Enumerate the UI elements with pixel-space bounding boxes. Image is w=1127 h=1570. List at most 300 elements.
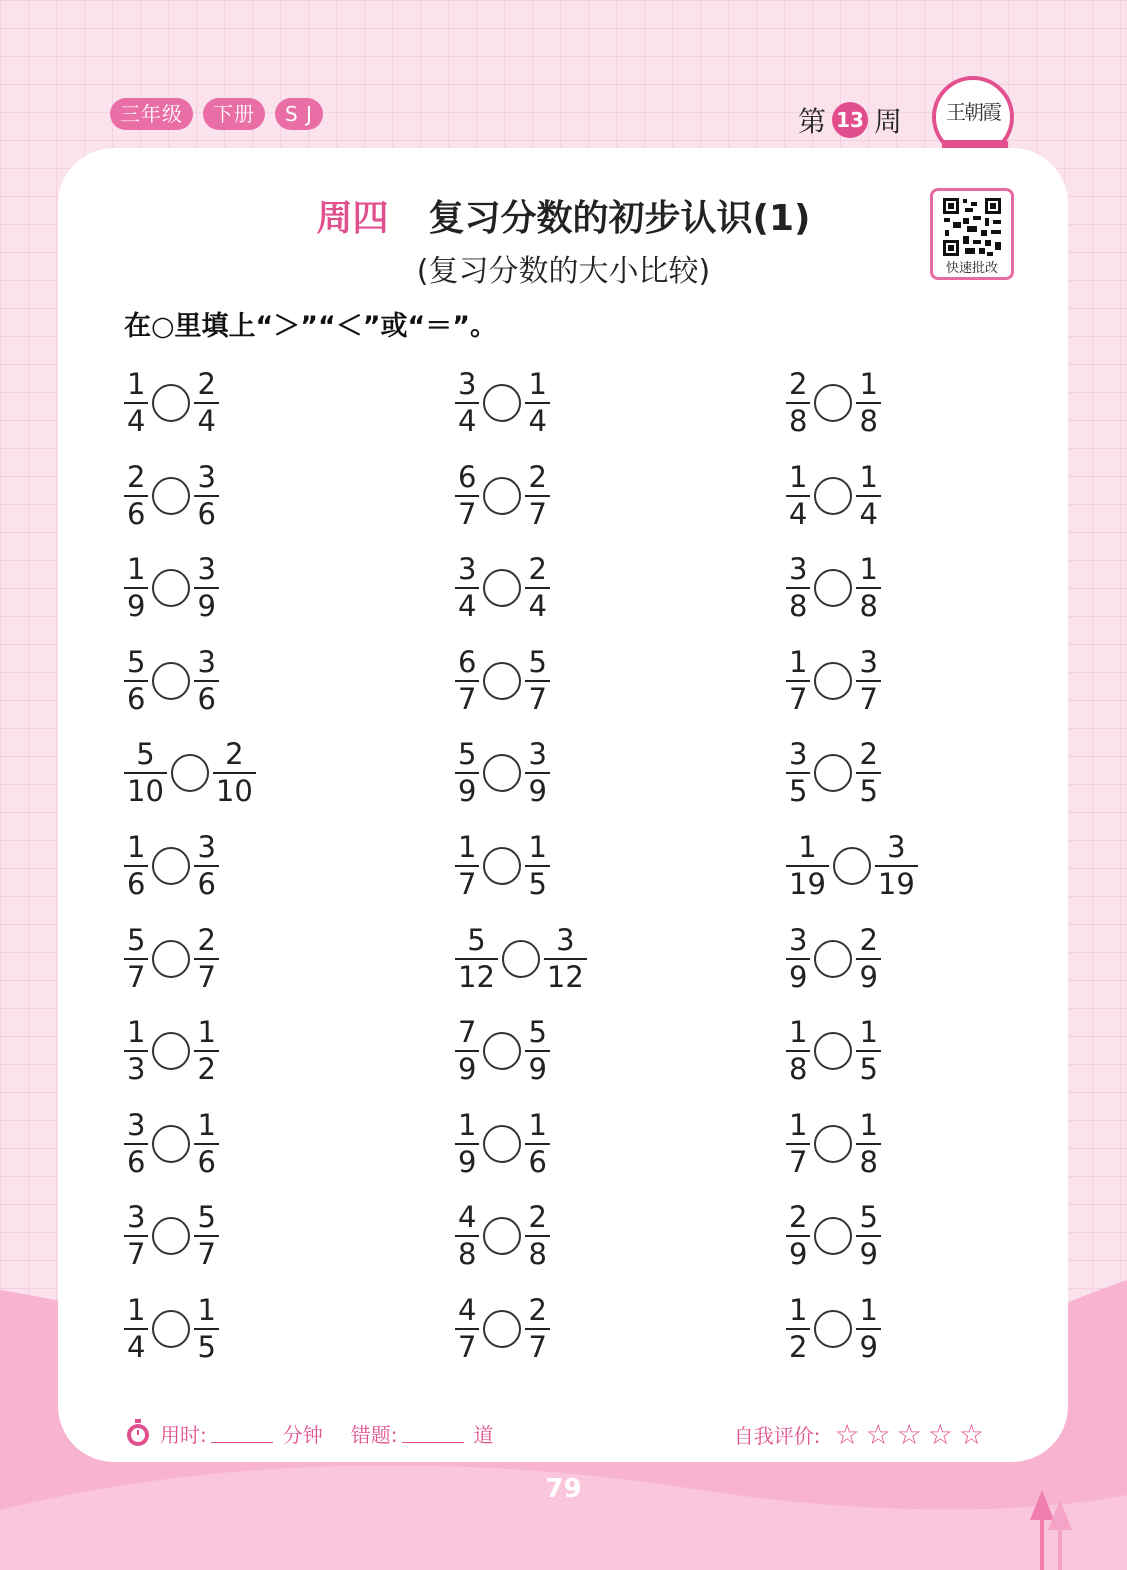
grade-tag: 三年级: [110, 98, 193, 130]
footer-left: [124, 1418, 494, 1448]
numerator: 1: [798, 829, 817, 864]
time-unit: 分钟: [282, 1422, 323, 1447]
right-fraction: [194, 1015, 218, 1087]
left-fraction: [786, 459, 810, 531]
answer-circle[interactable]: [833, 847, 871, 885]
denominator: 7: [525, 1328, 549, 1362]
numerator: 1: [789, 459, 808, 494]
numerator: 4: [458, 1292, 477, 1327]
comparison-problem: [786, 831, 974, 901]
numerator: 2: [859, 737, 878, 772]
numerator: 3: [887, 829, 906, 864]
comparison-problem: [455, 738, 786, 808]
left-fraction: [455, 1015, 479, 1087]
numerator: 3: [458, 552, 477, 587]
denominator: 7: [455, 865, 479, 899]
right-fraction: [525, 552, 549, 624]
answer-circle[interactable]: [483, 1310, 521, 1348]
numerator: 2: [197, 922, 216, 957]
comparison-problem: [124, 553, 455, 623]
qr-label: 快速批改: [945, 261, 998, 276]
comparison-problem: [786, 461, 974, 531]
comparison-problem: [786, 738, 974, 808]
numerator: 1: [528, 829, 547, 864]
comparison-problem: [124, 831, 455, 901]
comparison-problem: [786, 1294, 974, 1364]
comparison-problem: [455, 924, 786, 994]
comparison-problem: [455, 368, 786, 438]
right-fraction: [194, 552, 218, 624]
week-prefix: 第: [798, 105, 827, 138]
answer-circle[interactable]: [483, 847, 521, 885]
denominator: 6: [194, 495, 218, 529]
seal-text: 王朝霞: [946, 100, 1000, 124]
rating-star-2[interactable]: ☆: [865, 1418, 891, 1451]
answer-circle[interactable]: [814, 1125, 852, 1163]
answer-circle[interactable]: [483, 384, 521, 422]
denominator: 8: [856, 1143, 880, 1177]
denominator: 6: [194, 1143, 218, 1177]
right-fraction: [194, 922, 218, 994]
left-fraction: [455, 922, 498, 994]
numerator: 3: [859, 644, 878, 679]
denominator: 5: [786, 772, 810, 806]
numerator: 3: [789, 552, 808, 587]
right-fraction: [856, 644, 880, 716]
comparison-problem: [124, 738, 455, 808]
right-fraction: [525, 1200, 549, 1272]
numerator: 5: [127, 922, 146, 957]
answer-circle[interactable]: [483, 1032, 521, 1070]
denominator: 7: [525, 495, 549, 529]
left-fraction: [786, 737, 810, 809]
right-fraction: [525, 829, 549, 901]
denominator: 12: [544, 958, 587, 992]
numerator: 5: [467, 922, 486, 957]
numerator: 1: [458, 829, 477, 864]
answer-circle[interactable]: [152, 569, 190, 607]
left-fraction: [455, 1292, 479, 1364]
day-label: 周四: [316, 198, 389, 239]
answer-circle[interactable]: [152, 662, 190, 700]
denominator: 9: [786, 1235, 810, 1269]
answer-circle[interactable]: [814, 1217, 852, 1255]
comparison-problem: [124, 461, 455, 531]
right-fraction: [525, 737, 549, 809]
left-fraction: [124, 552, 148, 624]
page-number: 79: [545, 1474, 582, 1504]
comparison-problem: [786, 1109, 974, 1179]
numerator: 4: [458, 1200, 477, 1235]
left-fraction: [786, 1292, 810, 1364]
left-fraction: [124, 737, 167, 809]
denominator: 8: [856, 587, 880, 621]
numerator: 1: [859, 1015, 878, 1050]
denominator: 7: [786, 680, 810, 714]
left-fraction: [786, 644, 810, 716]
denominator: 7: [525, 680, 549, 714]
left-fraction: [124, 459, 148, 531]
qr-code-icon: [941, 196, 1003, 258]
left-fraction: [786, 367, 810, 438]
denominator: 9: [124, 587, 148, 621]
left-fraction: [455, 644, 479, 716]
answer-circle[interactable]: [483, 1125, 521, 1163]
denominator: 6: [124, 865, 148, 899]
numerator: 1: [859, 552, 878, 587]
numerator: 5: [458, 737, 477, 772]
numerator: 5: [859, 1200, 878, 1235]
denominator: 7: [124, 1235, 148, 1269]
numerator: 6: [458, 644, 477, 679]
denominator: 19: [786, 865, 829, 899]
answer-circle[interactable]: [814, 754, 852, 792]
numerator: 3: [197, 552, 216, 587]
comparison-problem: [786, 646, 974, 716]
numerator: 1: [859, 459, 878, 494]
left-fraction: [124, 644, 148, 716]
left-fraction: [455, 1200, 479, 1272]
left-fraction: [455, 829, 479, 901]
left-fraction: [455, 1107, 479, 1179]
answer-circle[interactable]: [152, 477, 190, 515]
comparison-problem: [455, 1294, 786, 1364]
numerator: 1: [197, 1015, 216, 1050]
left-fraction: [124, 829, 148, 901]
denominator: 10: [124, 772, 167, 806]
right-fraction: [856, 552, 880, 624]
right-fraction: [525, 367, 549, 438]
denominator: 9: [786, 958, 810, 992]
arrow-decoration-icon: [1028, 1490, 1078, 1570]
rating-star-1[interactable]: ☆: [834, 1418, 860, 1451]
right-fraction: [525, 1015, 549, 1087]
denominator: 4: [455, 587, 479, 621]
comparison-problem: [455, 1109, 786, 1179]
denominator: 9: [194, 587, 218, 621]
answer-circle[interactable]: [152, 1217, 190, 1255]
denominator: 4: [525, 587, 549, 621]
right-fraction: [856, 1200, 880, 1272]
right-fraction: [194, 459, 218, 531]
comparison-problem: [455, 1016, 786, 1086]
numerator: 3: [458, 367, 477, 401]
numerator: 1: [789, 1292, 808, 1327]
left-fraction: [786, 922, 810, 994]
denominator: 4: [856, 495, 880, 529]
answer-circle[interactable]: [814, 569, 852, 607]
denominator: 8: [525, 1235, 549, 1269]
left-fraction: [455, 367, 479, 438]
denominator: 9: [856, 1235, 880, 1269]
denominator: 6: [124, 1143, 148, 1177]
numerator: 2: [789, 1200, 808, 1235]
numerator: 2: [789, 367, 808, 401]
numerator: 2: [127, 459, 146, 494]
denominator: 8: [856, 402, 880, 436]
errors-blank[interactable]: [402, 1424, 464, 1443]
comparison-problem: [124, 1201, 455, 1271]
denominator: 9: [525, 772, 549, 806]
left-fraction: [455, 459, 479, 531]
time-blank[interactable]: [211, 1424, 273, 1443]
answer-circle[interactable]: [152, 940, 190, 978]
answer-circle[interactable]: [483, 477, 521, 515]
answer-circle[interactable]: [814, 384, 852, 422]
grade-tags: [110, 98, 323, 130]
right-fraction: [856, 367, 880, 438]
left-fraction: [786, 1107, 810, 1179]
numerator: 3: [789, 922, 808, 957]
denominator: 5: [856, 772, 880, 806]
left-fraction: [124, 1107, 148, 1179]
week-indicator: [798, 100, 902, 140]
denominator: 7: [856, 680, 880, 714]
answer-circle[interactable]: [483, 1217, 521, 1255]
comparison-problem: [455, 1201, 786, 1271]
comparison-problem: [455, 646, 786, 716]
comparison-problem: [455, 831, 786, 901]
denominator: 8: [786, 402, 810, 436]
numerator: 3: [197, 644, 216, 679]
left-fraction: [786, 1200, 810, 1272]
right-fraction: [544, 922, 587, 994]
page-subtitle: (复习分数的大小比较): [416, 254, 711, 289]
denominator: 3: [124, 1050, 148, 1084]
answer-circle[interactable]: [152, 384, 190, 422]
right-fraction: [194, 644, 218, 716]
denominator: 6: [194, 680, 218, 714]
comparison-problem: [786, 368, 974, 438]
brand-seal-logo: [932, 76, 1014, 158]
left-fraction: [786, 552, 810, 624]
comparison-problem: [124, 1294, 455, 1364]
numerator: 3: [556, 922, 575, 957]
denominator: 8: [786, 1050, 810, 1084]
numerator: 1: [789, 644, 808, 679]
numerator: 1: [528, 1107, 547, 1142]
numerator: 3: [789, 737, 808, 772]
numerator: 1: [127, 552, 146, 587]
comparison-problem: [124, 1016, 455, 1086]
numerator: 2: [528, 1292, 547, 1327]
volume-tag: 下册: [203, 98, 265, 130]
denominator: 6: [194, 865, 218, 899]
answer-circle[interactable]: [152, 847, 190, 885]
denominator: 7: [194, 1235, 218, 1269]
right-fraction: [194, 1107, 218, 1179]
footer-right: [734, 1418, 984, 1451]
numerator: 1: [127, 367, 146, 401]
numerator: 2: [528, 459, 547, 494]
denominator: 2: [786, 1328, 810, 1362]
numerator: 2: [225, 737, 244, 772]
right-fraction: [856, 1292, 880, 1364]
numerator: 1: [789, 1107, 808, 1142]
denominator: 12: [455, 958, 498, 992]
right-fraction: [525, 1292, 549, 1364]
numerator: 7: [458, 1015, 477, 1050]
right-fraction: [194, 1292, 218, 1364]
left-fraction: [786, 1015, 810, 1087]
answer-circle[interactable]: [814, 1032, 852, 1070]
denominator: 9: [455, 772, 479, 806]
denominator: 9: [525, 1050, 549, 1084]
time-label: 用时:: [160, 1422, 207, 1447]
week-suffix: 周: [874, 105, 903, 138]
title-main: 复习分数的初步认识(1): [428, 198, 811, 239]
denominator: 9: [856, 958, 880, 992]
denominator: 4: [194, 402, 218, 436]
denominator: 7: [786, 1143, 810, 1177]
numerator: 3: [528, 737, 547, 772]
denominator: 4: [525, 402, 549, 436]
left-fraction: [124, 367, 148, 438]
numerator: 5: [528, 1015, 547, 1050]
answer-circle[interactable]: [483, 569, 521, 607]
comparison-problem: [786, 924, 974, 994]
left-fraction: [455, 552, 479, 624]
comparison-problem: [455, 553, 786, 623]
numerator: 1: [127, 1015, 146, 1050]
numerator: 3: [127, 1107, 146, 1142]
denominator: 9: [455, 1050, 479, 1084]
answer-circle[interactable]: [483, 754, 521, 792]
right-fraction: [856, 737, 880, 809]
numerator: 1: [127, 1292, 146, 1327]
numerator: 2: [528, 1200, 547, 1235]
numerator: 3: [127, 1200, 146, 1235]
right-fraction: [856, 922, 880, 994]
numerator: 1: [859, 367, 878, 401]
week-number: 13: [832, 102, 868, 138]
left-fraction: [124, 1200, 148, 1272]
answer-circle[interactable]: [152, 1032, 190, 1070]
comparison-problem: [786, 1201, 974, 1271]
answer-circle[interactable]: [502, 940, 540, 978]
rating-star-5[interactable]: ☆: [958, 1418, 984, 1451]
numerator: 5: [197, 1200, 216, 1235]
left-fraction: [124, 922, 148, 994]
left-fraction: [786, 829, 829, 901]
numerator: 5: [127, 644, 146, 679]
qr-code[interactable]: [930, 188, 1014, 280]
numerator: 1: [127, 829, 146, 864]
denominator: 7: [124, 958, 148, 992]
numerator: 2: [197, 367, 216, 401]
comparison-problem: [124, 1109, 455, 1179]
answer-circle[interactable]: [483, 662, 521, 700]
right-fraction: [194, 1200, 218, 1272]
errors-label: 错题:: [350, 1422, 398, 1447]
self-eval-label: 自我评价:: [733, 1424, 821, 1448]
numerator: 5: [528, 644, 547, 679]
denominator: 6: [525, 1143, 549, 1177]
denominator: 4: [124, 1328, 148, 1362]
instruction: 在○里填上“＞”“＜”或“＝”。: [124, 311, 498, 342]
numerator: 3: [197, 459, 216, 494]
numerator: 1: [197, 1107, 216, 1142]
denominator: 10: [213, 772, 256, 806]
denominator: 5: [525, 865, 549, 899]
right-fraction: [525, 1107, 549, 1179]
numerator: 1: [458, 1107, 477, 1142]
right-fraction: [194, 367, 218, 438]
denominator: 6: [124, 680, 148, 714]
numerator: 2: [528, 552, 547, 587]
edition-tag: S J: [275, 98, 323, 130]
comparison-problem: [786, 553, 974, 623]
denominator: 8: [786, 587, 810, 621]
numerator: 1: [197, 1292, 216, 1327]
right-fraction: [856, 1107, 880, 1179]
denominator: 7: [194, 958, 218, 992]
comparison-problem: [124, 368, 455, 438]
left-fraction: [124, 1015, 148, 1087]
denominator: 9: [856, 1328, 880, 1362]
right-fraction: [525, 459, 549, 531]
comparison-problem: [124, 924, 455, 994]
stopwatch-icon: [124, 1418, 152, 1448]
numerator: 6: [458, 459, 477, 494]
right-fraction: [194, 829, 218, 901]
denominator: 4: [124, 402, 148, 436]
right-fraction: [213, 737, 256, 809]
denominator: 7: [455, 680, 479, 714]
answer-circle[interactable]: [814, 940, 852, 978]
denominator: 19: [875, 865, 918, 899]
answer-circle[interactable]: [171, 754, 209, 792]
denominator: 4: [455, 402, 479, 436]
numerator: 2: [859, 922, 878, 957]
rating-star-4[interactable]: ☆: [927, 1418, 953, 1451]
comparison-problem: [455, 461, 786, 531]
numerator: 1: [859, 1292, 878, 1327]
numerator: 1: [789, 1015, 808, 1050]
denominator: 4: [786, 495, 810, 529]
comparison-problem: [124, 646, 455, 716]
numerator: 1: [528, 367, 547, 401]
numerator: 1: [859, 1107, 878, 1142]
problem-grid: [124, 368, 974, 1387]
answer-circle[interactable]: [814, 477, 852, 515]
right-fraction: [856, 459, 880, 531]
denominator: 5: [856, 1050, 880, 1084]
numerator: 3: [197, 829, 216, 864]
comparison-problem: [786, 1016, 974, 1086]
left-fraction: [455, 737, 479, 809]
denominator: 6: [124, 495, 148, 529]
right-fraction: [875, 829, 918, 901]
numerator: 5: [136, 737, 155, 772]
denominator: 7: [455, 1328, 479, 1362]
denominator: 8: [455, 1235, 479, 1269]
denominator: 5: [194, 1328, 218, 1362]
right-fraction: [525, 644, 549, 716]
denominator: 7: [455, 495, 479, 529]
footer: [124, 1418, 984, 1452]
answer-circle[interactable]: [152, 1310, 190, 1348]
answer-circle[interactable]: [814, 662, 852, 700]
denominator: 9: [455, 1143, 479, 1177]
answer-circle[interactable]: [152, 1125, 190, 1163]
denominator: 2: [194, 1050, 218, 1084]
left-fraction: [124, 1292, 148, 1364]
right-fraction: [856, 1015, 880, 1087]
answer-circle[interactable]: [814, 1310, 852, 1348]
errors-unit: 道: [473, 1422, 494, 1447]
rating-star-3[interactable]: ☆: [896, 1418, 922, 1451]
